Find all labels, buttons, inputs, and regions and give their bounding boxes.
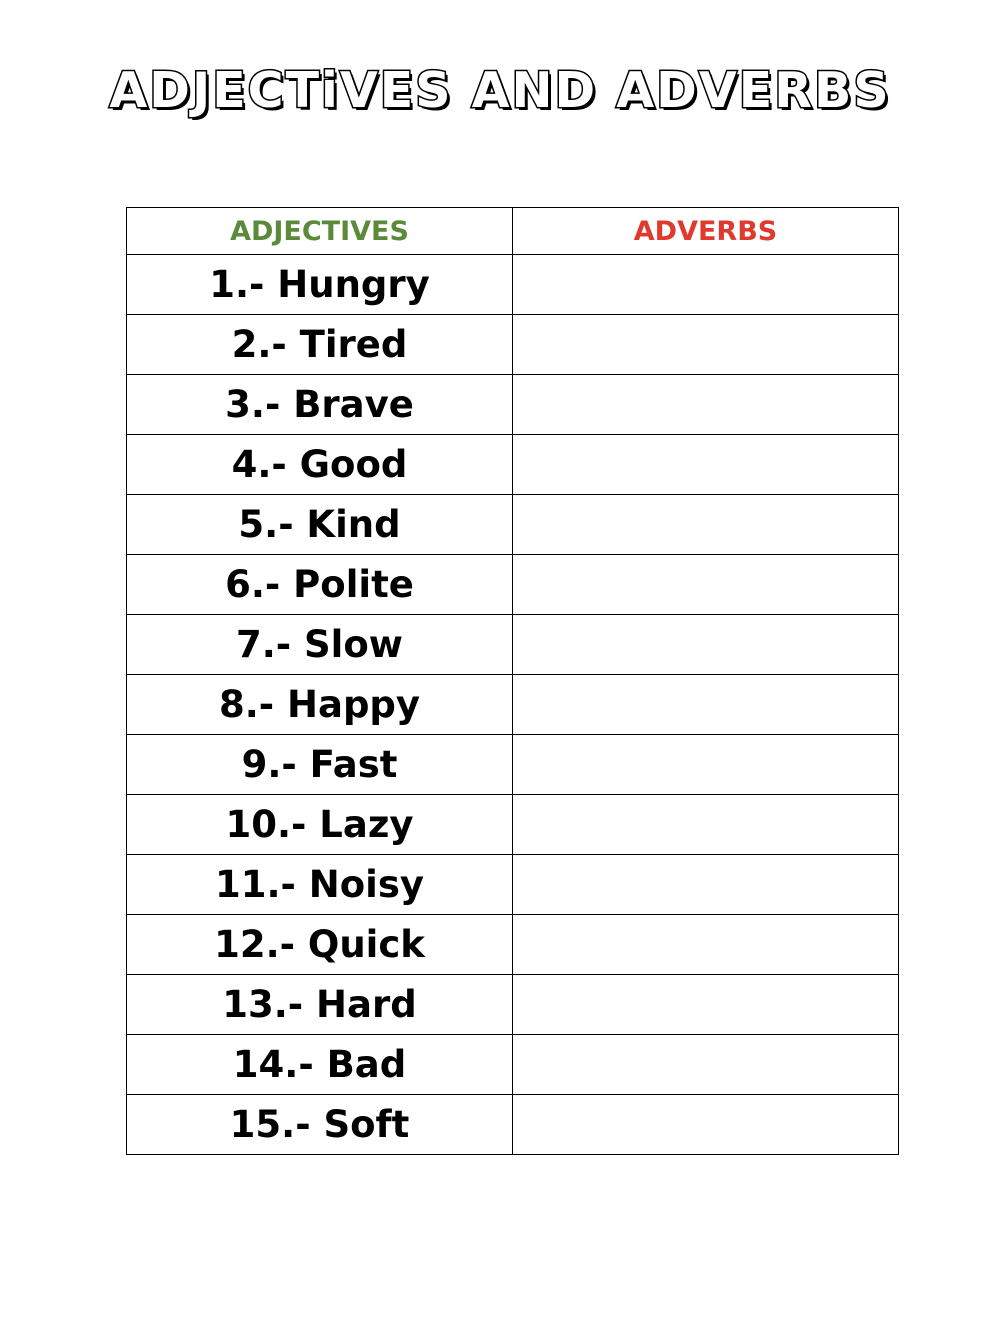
- table-row: [127, 795, 899, 855]
- adverb-answer-cell[interactable]: [513, 495, 899, 555]
- adverb-answer-cell[interactable]: [513, 735, 899, 795]
- table-row: [127, 735, 899, 795]
- adjective-cell: 10.- Lazy: [127, 795, 513, 855]
- adjective-cell: 8.- Happy: [127, 675, 513, 735]
- adverb-answer-cell[interactable]: [513, 255, 899, 315]
- table-row: [127, 255, 899, 315]
- adverb-answer-cell[interactable]: [513, 1035, 899, 1095]
- table-row: [127, 315, 899, 375]
- adjective-cell: 15.- Soft: [127, 1095, 513, 1155]
- adverb-answer-cell[interactable]: [513, 315, 899, 375]
- table-row: [127, 975, 899, 1035]
- table-row: [127, 1095, 899, 1155]
- adjectives-adverbs-table: [126, 207, 899, 1155]
- adverb-answer-cell[interactable]: [513, 555, 899, 615]
- worksheet-title: ADJECTiVES AND ADVERBS: [109, 62, 891, 119]
- adverb-answer-cell[interactable]: [513, 435, 899, 495]
- adjective-cell: 1.- Hungry: [127, 255, 513, 315]
- adverb-answer-cell[interactable]: [513, 855, 899, 915]
- table-row: [127, 495, 899, 555]
- adjective-cell: 12.- Quick: [127, 915, 513, 975]
- adjective-cell: 11.- Noisy: [127, 855, 513, 915]
- table-row: [127, 1035, 899, 1095]
- table-header-row: [127, 208, 899, 255]
- adjective-cell: 5.- Kind: [127, 495, 513, 555]
- adverb-answer-cell[interactable]: [513, 975, 899, 1035]
- adjectives-column-header: ADJECTIVES: [127, 208, 513, 255]
- table-row: [127, 555, 899, 615]
- table-row: [127, 855, 899, 915]
- adjective-cell: 7.- Slow: [127, 615, 513, 675]
- adjective-cell: 4.- Good: [127, 435, 513, 495]
- adjective-cell: 2.- Tired: [127, 315, 513, 375]
- adverb-answer-cell[interactable]: [513, 375, 899, 435]
- table-row: [127, 915, 899, 975]
- adverb-answer-cell[interactable]: [513, 1095, 899, 1155]
- table-row: [127, 675, 899, 735]
- adverb-answer-cell[interactable]: [513, 795, 899, 855]
- adjective-cell: 9.- Fast: [127, 735, 513, 795]
- adjective-cell: 13.- Hard: [127, 975, 513, 1035]
- table-row: [127, 615, 899, 675]
- table-row: [127, 375, 899, 435]
- adverbs-column-header: ADVERBS: [513, 208, 899, 255]
- adjective-cell: 3.- Brave: [127, 375, 513, 435]
- table-row: [127, 435, 899, 495]
- adverb-answer-cell[interactable]: [513, 615, 899, 675]
- adjective-cell: 6.- Polite: [127, 555, 513, 615]
- adverb-answer-cell[interactable]: [513, 675, 899, 735]
- adverb-answer-cell[interactable]: [513, 915, 899, 975]
- adjective-cell: 14.- Bad: [127, 1035, 513, 1095]
